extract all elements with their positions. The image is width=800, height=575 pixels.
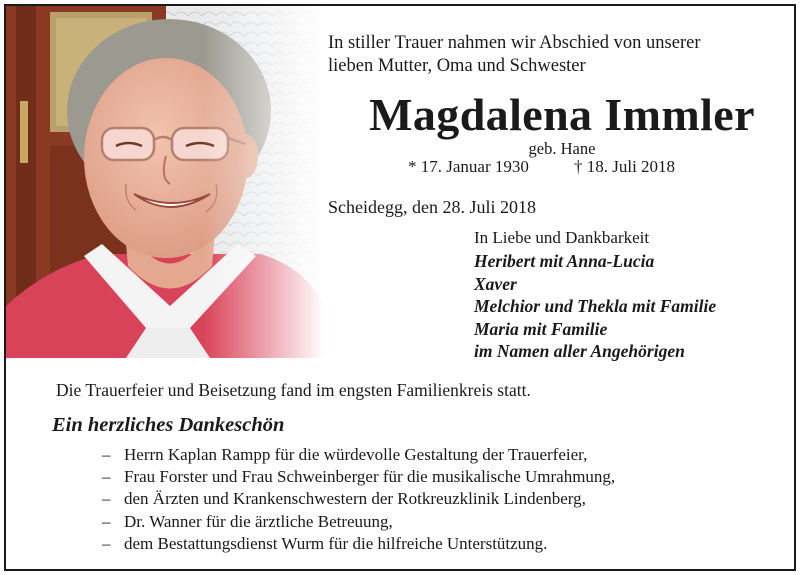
intro-line-2: lieben Mutter, Oma und Schwester [328, 56, 586, 76]
thanks-list [102, 444, 615, 555]
thanks-heading: Ein herzliches Dankeschön [52, 414, 285, 436]
intro-line-1: In stiller Trauer nahmen wir Abschied von unserer [328, 33, 701, 53]
love-line: In Liebe und Dankbarkeit [474, 228, 650, 247]
dash-bullet: – [102, 511, 111, 531]
thanks-item-text: den Ärzten und Krankenschwestern der Rotkreuzklinik Lindenberg, [124, 489, 586, 509]
mourners-list [474, 250, 716, 363]
dash-bullet: – [102, 467, 111, 487]
portrait-illustration [6, 6, 324, 358]
thanks-item-text: dem Bestattungsdienst Wurm für die hilfreiche Unterstützung. [124, 533, 548, 553]
dash-bullet: – [102, 533, 111, 553]
mourner-line: Melchior und Thekla mit Familie [474, 296, 717, 316]
thanks-item-text: Dr. Wanner für die ärztliche Betreuung, [124, 511, 393, 531]
obituary-card [4, 4, 796, 571]
thanks-item-text: Herrn Kaplan Rampp für die würdevolle Gestaltung der Trauerfeier, [124, 445, 588, 464]
funeral-note: Die Trauerfeier und Beisetzung fand im engsten Familienkreis statt. [56, 380, 531, 400]
place-date: Scheidegg, den 28. Juli 2018 [328, 197, 536, 217]
thanks-item [102, 466, 615, 488]
thanks-item [102, 511, 615, 533]
mourner-line: Xaver [474, 273, 517, 294]
dash-bullet: – [102, 489, 111, 509]
dash-bullet: – [102, 445, 111, 464]
intro-text [328, 32, 788, 78]
birth-date: * 17. Januar 1930 [408, 157, 529, 176]
mourner-line: im Namen aller Angehörigen [474, 341, 685, 361]
maiden-name: geb. Hane [528, 139, 596, 158]
thanks-item [102, 444, 615, 466]
thanks-item [102, 488, 615, 510]
mourner-line: Maria mit Familie [474, 318, 608, 339]
death-date: † 18. Juli 2018 [574, 157, 676, 176]
mourner-line: Heribert mit Anna-Lucia [474, 251, 655, 271]
thanks-item [102, 533, 615, 555]
deceased-name: Magdalena Immler [369, 89, 755, 140]
portrait-photo [6, 6, 324, 358]
thanks-item-text: Frau Forster und Frau Schweinberger für die musikalische Umrahmung, [124, 467, 616, 487]
